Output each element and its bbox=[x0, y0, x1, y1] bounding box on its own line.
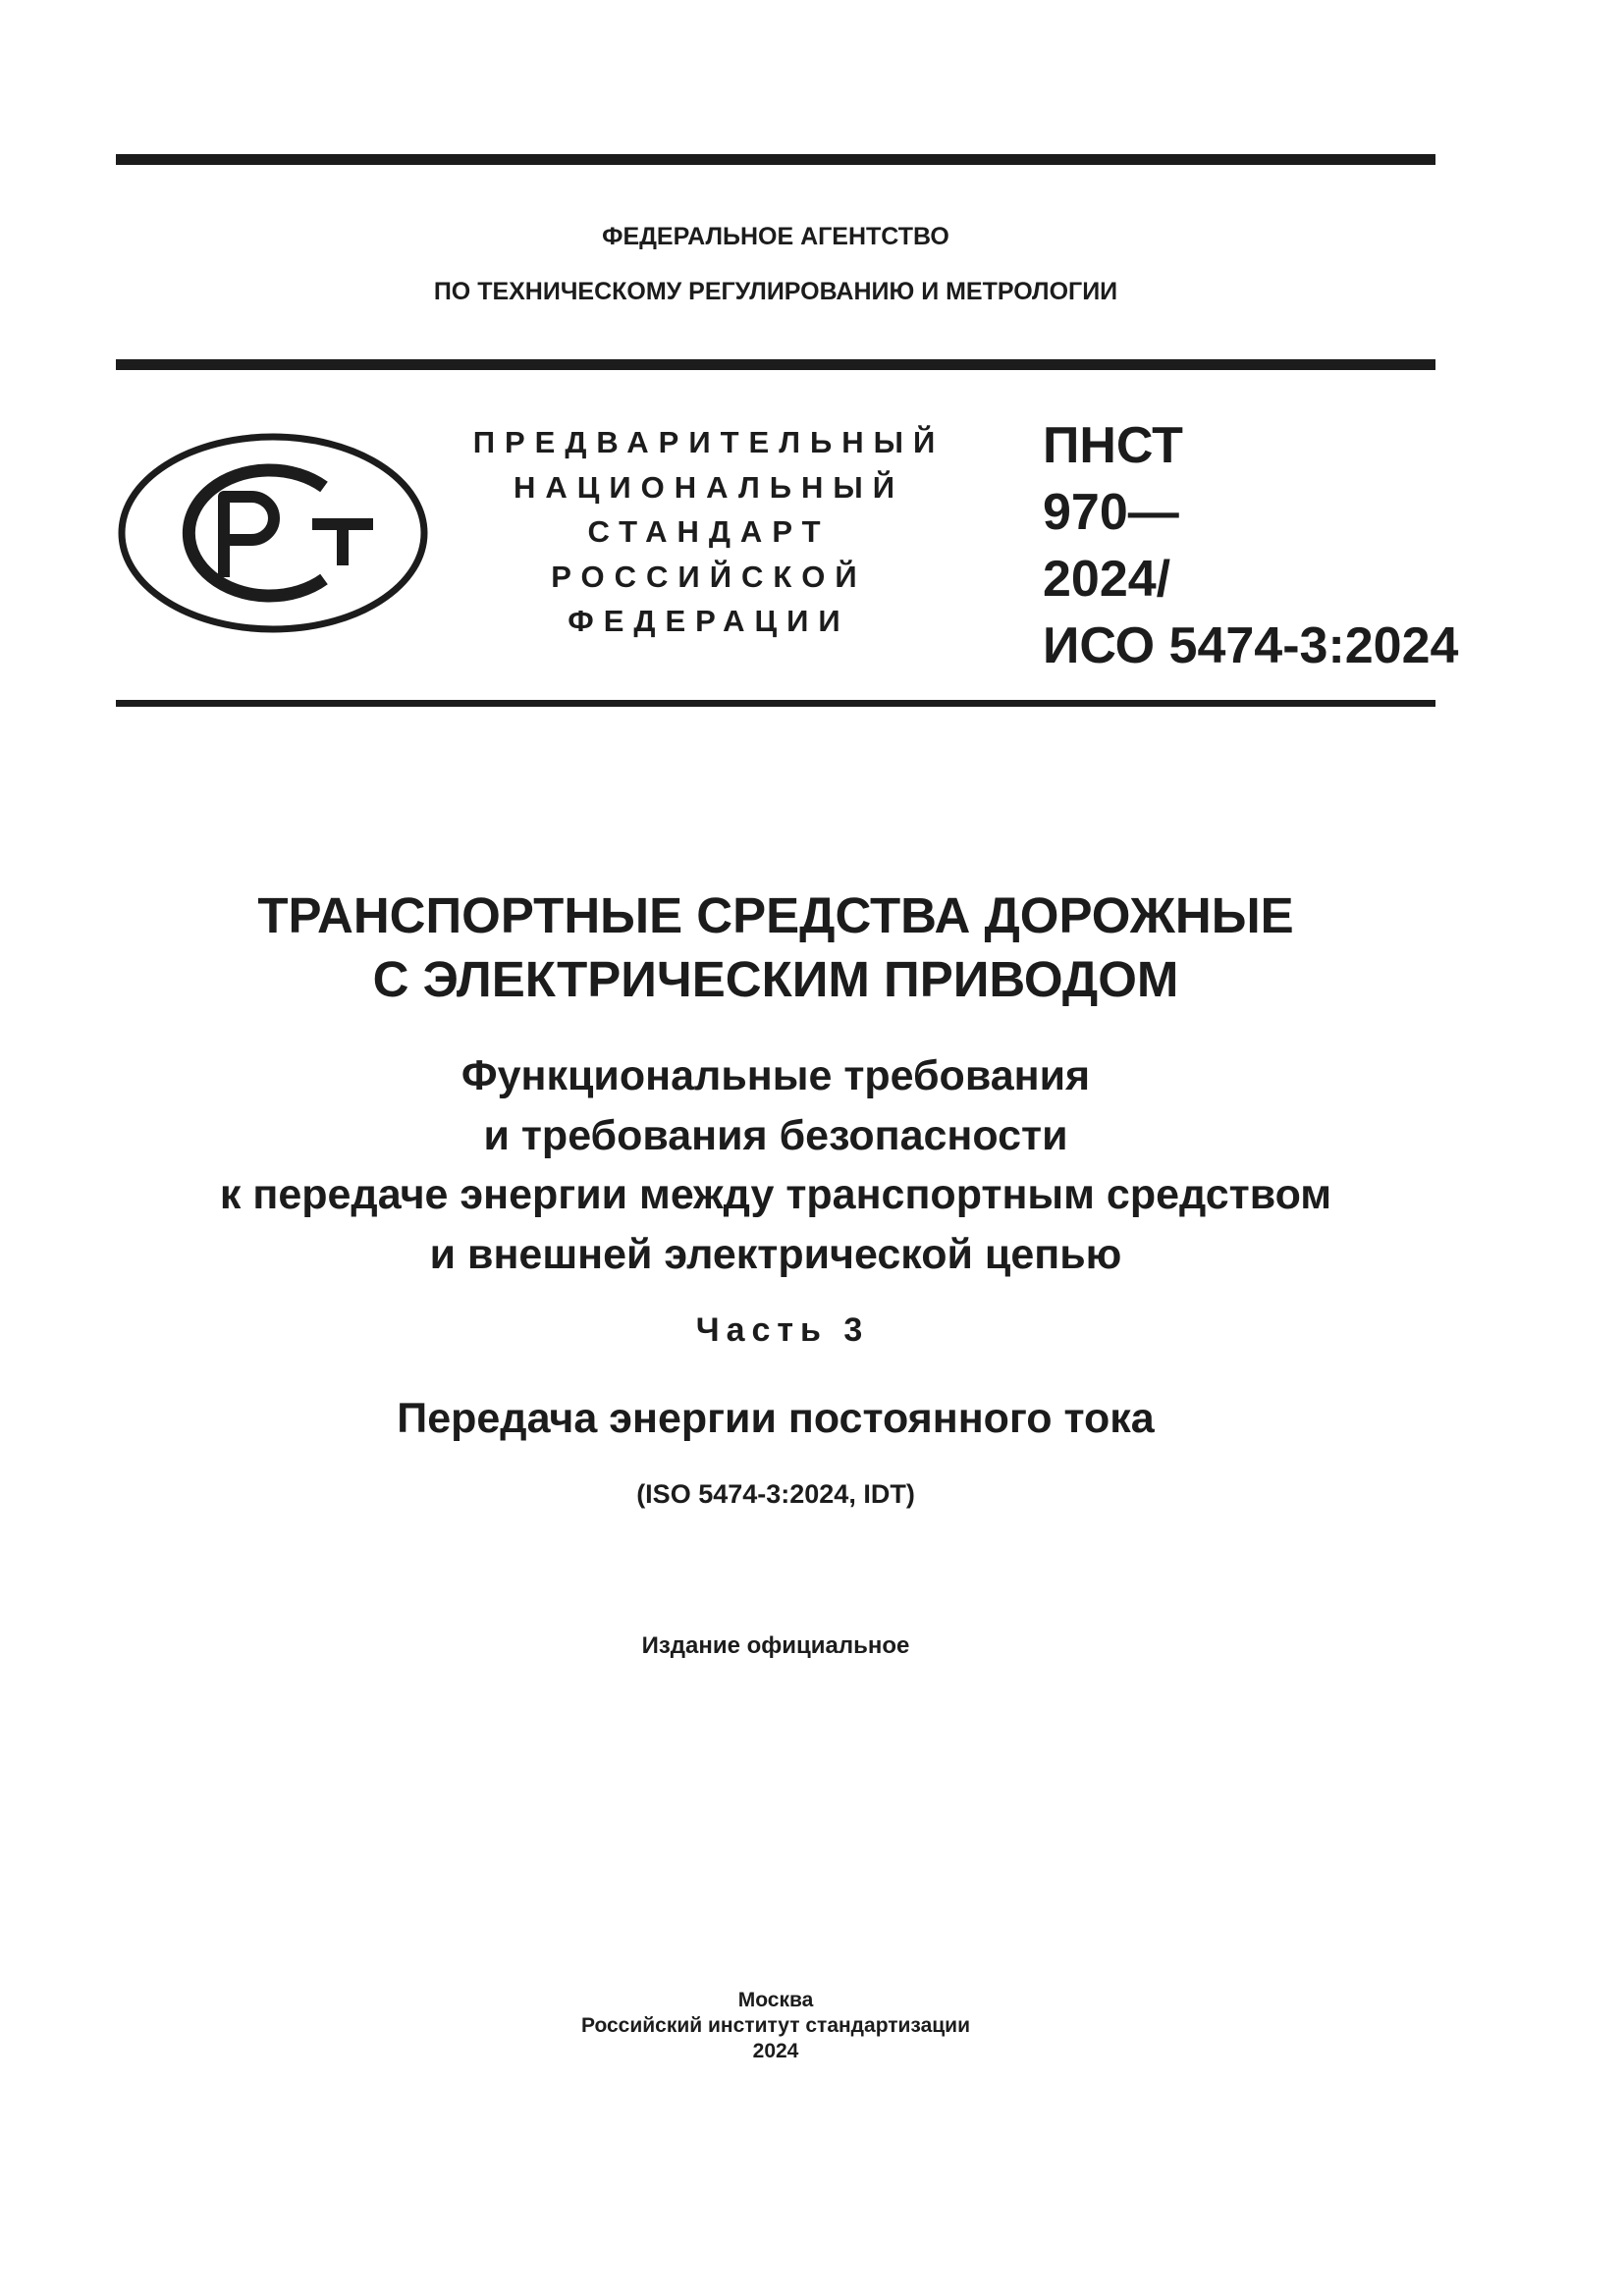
main-title-line: ТРАНСПОРТНЫЕ СРЕДСТВА ДОРОЖНЫЕ bbox=[257, 887, 1294, 943]
subtitle-line: и внешней электрической цепью bbox=[429, 1230, 1122, 1278]
subtitle-line: и требования безопасности bbox=[483, 1111, 1068, 1159]
agency-name-line-1: ФЕДЕРАЛЬНОЕ АГЕНТСТВО bbox=[602, 223, 949, 250]
part-label: Часть 3 bbox=[695, 1311, 870, 1349]
standard-kind-line: ПРЕДВАРИТЕЛЬНЫЙ bbox=[472, 425, 946, 459]
publisher-city: Москва bbox=[737, 1989, 814, 2011]
standard-designation bbox=[1043, 412, 1459, 679]
publisher-organization: Российский институт стандартизации bbox=[580, 2014, 971, 2037]
agency-name-line-2: ПО ТЕХНИЧЕСКОМУ РЕГУЛИРОВАНИЮ И МЕТРОЛОГИИ bbox=[433, 278, 1118, 305]
top-divider bbox=[116, 154, 1435, 165]
iso-reference: (ISO 5474-3:2024, IDT) bbox=[636, 1479, 915, 1509]
standard-kind-line: НАЦИОНАЛЬНЫЙ bbox=[513, 469, 905, 505]
standard-kind bbox=[463, 420, 954, 644]
designation-line: 970— bbox=[1043, 484, 1179, 541]
designation-line: ИСО 5474-3:2024 bbox=[1043, 617, 1459, 674]
edition-label: Издание официальное bbox=[641, 1632, 910, 1659]
main-title-line: С ЭЛЕКТРИЧЕСКИМ ПРИВОДОМ bbox=[372, 951, 1179, 1007]
subtitle bbox=[116, 1046, 1435, 1284]
main-title bbox=[116, 883, 1435, 1011]
standard-kind-line: ФЕДЕРАЦИИ bbox=[568, 604, 850, 638]
part-title: Передача энергии постоянного тока bbox=[397, 1395, 1155, 1442]
title-divider bbox=[116, 700, 1435, 707]
standard-kind-line: СТАНДАРТ bbox=[587, 514, 831, 549]
standard-kind-line: РОССИЙСКОЙ bbox=[551, 559, 867, 594]
gost-r-logo-icon bbox=[116, 430, 430, 636]
designation-line: ПНСТ bbox=[1043, 417, 1183, 474]
publisher-year: 2024 bbox=[752, 2040, 799, 2062]
subtitle-line: Функциональные требования bbox=[460, 1052, 1091, 1099]
header-divider bbox=[116, 359, 1435, 370]
subtitle-line: к передаче энергии между транспортным средством bbox=[219, 1171, 1332, 1218]
publisher-block bbox=[116, 1988, 1435, 2064]
designation-line: 2024/ bbox=[1043, 551, 1171, 608]
